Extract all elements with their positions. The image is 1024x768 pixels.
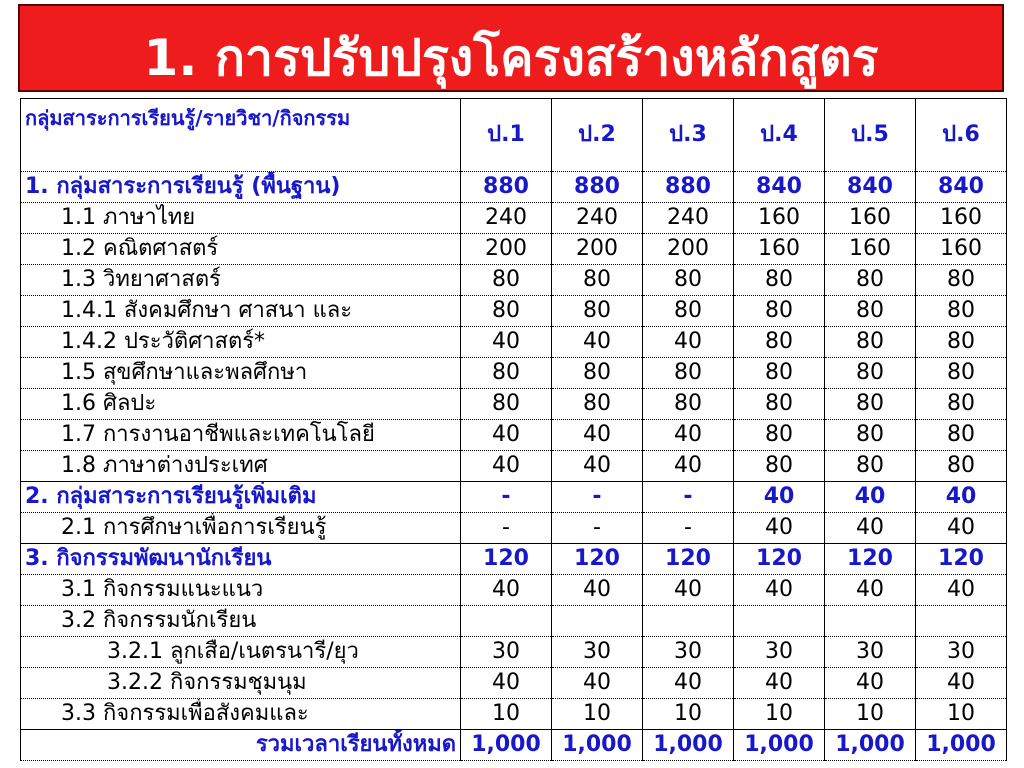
hours-cell: 80 <box>734 358 825 389</box>
hours-cell: 80 <box>734 389 825 420</box>
hours-cell: 80 <box>916 296 1007 327</box>
hours-cell <box>461 606 552 637</box>
hours-cell: 40 <box>825 668 916 699</box>
hours-cell: 1,000 <box>552 730 643 761</box>
hours-cell: 40 <box>825 513 916 544</box>
hours-cell: 40 <box>734 575 825 606</box>
hours-cell: 80 <box>461 389 552 420</box>
row-label: 3.1 กิจกรรมแนะแนว <box>21 575 461 606</box>
hours-cell: 1,000 <box>461 730 552 761</box>
hours-cell: 80 <box>825 327 916 358</box>
table-row <box>21 699 1007 730</box>
hours-cell <box>643 606 734 637</box>
hours-cell: 80 <box>825 451 916 482</box>
hours-cell: 40 <box>461 327 552 358</box>
hours-cell: 80 <box>825 265 916 296</box>
hours-cell: 200 <box>461 234 552 265</box>
hours-cell: 10 <box>734 699 825 730</box>
hours-cell: 80 <box>916 389 1007 420</box>
row-label: 1.3 วิทยาศาสตร์ <box>21 265 461 296</box>
hours-cell: 40 <box>916 575 1007 606</box>
hours-cell: 80 <box>734 451 825 482</box>
hours-cell: 40 <box>552 327 643 358</box>
group-row <box>21 482 1007 513</box>
hours-cell: - <box>552 513 643 544</box>
hours-cell: 40 <box>552 451 643 482</box>
row-label: 3.3 กิจกรรมเพื่อสังคมและ <box>21 699 461 730</box>
hours-cell: 80 <box>552 389 643 420</box>
hours-cell: 40 <box>916 513 1007 544</box>
row-label: 1.5 สุขศึกษาและพลศึกษา <box>21 358 461 389</box>
hours-cell: 80 <box>643 358 734 389</box>
hours-cell: 40 <box>825 482 916 513</box>
hours-cell: 80 <box>643 296 734 327</box>
hours-cell: 1,000 <box>825 730 916 761</box>
table-row <box>21 668 1007 699</box>
row-label: 2.1 การศึกษาเพื่อการเรียนรู้ <box>21 513 461 544</box>
row-label: 1.6 ศิลปะ <box>21 389 461 420</box>
hours-cell: 840 <box>734 172 825 203</box>
hours-cell: 1,000 <box>916 730 1007 761</box>
hours-cell: 240 <box>552 203 643 234</box>
slide-title: 1. การปรับปรุงโครงสร้างหลักสูตร <box>143 29 879 87</box>
hours-cell: 120 <box>643 544 734 575</box>
group-row <box>21 172 1007 203</box>
hours-cell: 40 <box>461 575 552 606</box>
hours-cell <box>734 606 825 637</box>
table-row <box>21 575 1007 606</box>
hours-cell: 10 <box>552 699 643 730</box>
hours-cell <box>916 606 1007 637</box>
hours-cell: 30 <box>916 637 1007 668</box>
row-label: 3.2.2 กิจกรรมชุมนุม <box>21 668 461 699</box>
table-row <box>21 203 1007 234</box>
curriculum-table <box>20 98 1007 761</box>
hours-cell: 240 <box>643 203 734 234</box>
hours-cell: 40 <box>643 575 734 606</box>
hours-cell: 80 <box>916 451 1007 482</box>
hours-cell: 40 <box>825 575 916 606</box>
row-label: 3.2 กิจกรรมนักเรียน <box>21 606 461 637</box>
hours-cell: 120 <box>734 544 825 575</box>
header-grade: ป.4 <box>734 99 825 172</box>
hours-cell: 880 <box>461 172 552 203</box>
hours-cell: 30 <box>461 637 552 668</box>
table-row <box>21 389 1007 420</box>
hours-cell: - <box>643 513 734 544</box>
table-row <box>21 637 1007 668</box>
row-label: 2. กลุ่มสาระการเรียนรู้เพิ่มเติม <box>21 482 461 513</box>
hours-cell: 30 <box>643 637 734 668</box>
table-row <box>21 265 1007 296</box>
group-row <box>21 544 1007 575</box>
hours-cell: 160 <box>916 203 1007 234</box>
hours-cell <box>552 606 643 637</box>
row-label: 1.4.2 ประวัติศาสตร์* <box>21 327 461 358</box>
hours-cell <box>825 606 916 637</box>
hours-cell: 80 <box>552 358 643 389</box>
hours-cell: 40 <box>643 420 734 451</box>
hours-cell: 80 <box>916 420 1007 451</box>
hours-cell: 200 <box>643 234 734 265</box>
total-row <box>21 730 1007 761</box>
table-row <box>21 451 1007 482</box>
hours-cell: 40 <box>552 420 643 451</box>
hours-cell: 40 <box>734 668 825 699</box>
row-label: 1.1 ภาษาไทย <box>21 203 461 234</box>
header-subject-label: กลุ่มสาระการเรียนรู้/รายวิชา/กิจกรรม <box>21 99 461 172</box>
hours-cell: 80 <box>734 420 825 451</box>
title-banner <box>18 4 1004 92</box>
hours-cell: 80 <box>461 358 552 389</box>
hours-cell: 80 <box>461 296 552 327</box>
hours-cell: 880 <box>552 172 643 203</box>
row-label: 1.7 การงานอาชีพและเทคโนโลยี <box>21 420 461 451</box>
hours-cell: 40 <box>461 420 552 451</box>
hours-cell: 160 <box>916 234 1007 265</box>
hours-cell: - <box>461 513 552 544</box>
hours-cell: 80 <box>643 389 734 420</box>
hours-cell: 40 <box>461 451 552 482</box>
hours-cell: 1,000 <box>734 730 825 761</box>
hours-cell: 840 <box>916 172 1007 203</box>
header-grade: ป.6 <box>916 99 1007 172</box>
hours-cell: 40 <box>734 513 825 544</box>
hours-cell: 120 <box>552 544 643 575</box>
hours-cell: 80 <box>825 389 916 420</box>
header-grade: ป.2 <box>552 99 643 172</box>
hours-cell: 40 <box>552 668 643 699</box>
hours-cell: 80 <box>552 265 643 296</box>
hours-cell: 40 <box>643 451 734 482</box>
hours-cell: 80 <box>461 265 552 296</box>
row-label: 3.2.1 ลูกเสือ/เนตรนารี/ยุว <box>21 637 461 668</box>
table-row <box>21 327 1007 358</box>
hours-cell: 160 <box>734 203 825 234</box>
hours-cell: 1,000 <box>643 730 734 761</box>
row-label: 1. กลุ่มสาระการเรียนรู้ (พื้นฐาน) <box>21 172 461 203</box>
hours-cell: 40 <box>916 668 1007 699</box>
hours-cell: 10 <box>916 699 1007 730</box>
hours-cell: 80 <box>734 265 825 296</box>
table-row <box>21 296 1007 327</box>
hours-cell: 40 <box>643 668 734 699</box>
row-label: 1.4.1 สังคมศึกษา ศาสนา และ <box>21 296 461 327</box>
table-row <box>21 420 1007 451</box>
hours-cell: 80 <box>825 420 916 451</box>
hours-cell: 80 <box>734 327 825 358</box>
hours-cell: 160 <box>825 234 916 265</box>
hours-cell: 880 <box>643 172 734 203</box>
hours-cell: 120 <box>825 544 916 575</box>
hours-cell: 120 <box>461 544 552 575</box>
table-row <box>21 513 1007 544</box>
hours-cell: - <box>461 482 552 513</box>
hours-cell: 80 <box>825 296 916 327</box>
row-label: 1.2 คณิตศาสตร์ <box>21 234 461 265</box>
hours-cell: 40 <box>916 482 1007 513</box>
hours-cell: 80 <box>643 265 734 296</box>
hours-cell: - <box>552 482 643 513</box>
hours-cell: 120 <box>916 544 1007 575</box>
hours-cell: 40 <box>461 668 552 699</box>
table-row <box>21 606 1007 637</box>
row-label: 1.8 ภาษาต่างประเทศ <box>21 451 461 482</box>
hours-cell: 160 <box>734 234 825 265</box>
hours-cell: 240 <box>461 203 552 234</box>
hours-cell: 30 <box>734 637 825 668</box>
row-label: 3. กิจกรรมพัฒนานักเรียน <box>21 544 461 575</box>
hours-cell: 80 <box>916 265 1007 296</box>
header-grade: ป.1 <box>461 99 552 172</box>
hours-cell: 10 <box>825 699 916 730</box>
hours-cell: 30 <box>825 637 916 668</box>
hours-cell: 80 <box>825 358 916 389</box>
hours-cell: 200 <box>552 234 643 265</box>
header-grade: ป.3 <box>643 99 734 172</box>
hours-cell: 30 <box>552 637 643 668</box>
hours-cell: - <box>643 482 734 513</box>
hours-cell: 80 <box>552 296 643 327</box>
hours-cell: 80 <box>734 296 825 327</box>
hours-cell: 40 <box>552 575 643 606</box>
hours-cell: 10 <box>643 699 734 730</box>
hours-cell: 160 <box>825 203 916 234</box>
table-header-row <box>21 99 1007 172</box>
hours-cell: 80 <box>916 358 1007 389</box>
hours-cell: 10 <box>461 699 552 730</box>
table-row <box>21 234 1007 265</box>
hours-cell: 40 <box>734 482 825 513</box>
hours-cell: 840 <box>825 172 916 203</box>
hours-cell: 40 <box>643 327 734 358</box>
table-row <box>21 358 1007 389</box>
hours-cell: 80 <box>916 327 1007 358</box>
row-label: รวมเวลาเรียนทั้งหมด <box>21 730 461 761</box>
header-grade: ป.5 <box>825 99 916 172</box>
